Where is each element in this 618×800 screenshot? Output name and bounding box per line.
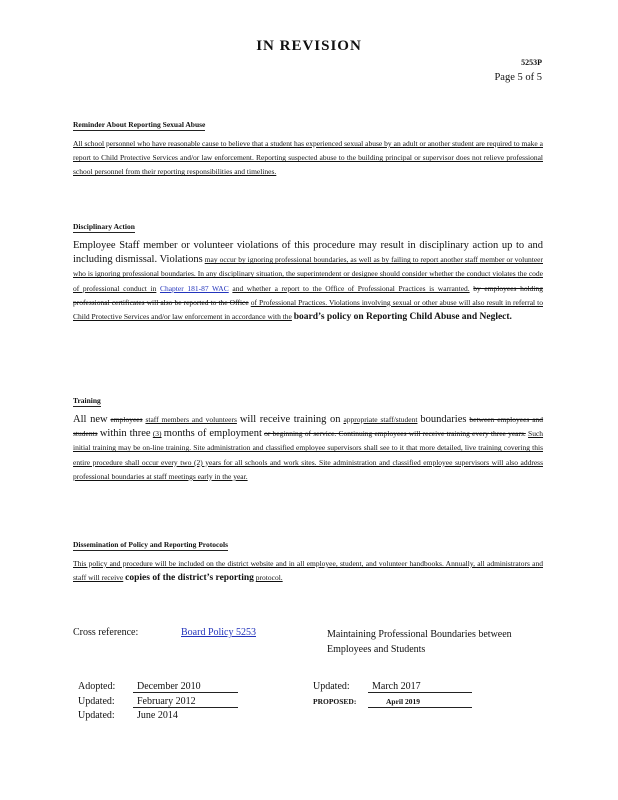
section-heading: Training xyxy=(73,396,101,405)
updated-value-2: June 2014 xyxy=(137,710,178,721)
section-text xyxy=(73,239,543,324)
training-big-1: will receive training on xyxy=(239,414,341,425)
updated-label-1: Updated: xyxy=(78,696,115,707)
updated-value-1: February 2012 xyxy=(137,696,196,707)
dissemination-tail: protocol. xyxy=(255,573,283,583)
board-policy-link[interactable]: Board Policy 5253 xyxy=(181,627,256,638)
updated-value-3: March 2017 xyxy=(372,681,421,692)
training-struck-2: between employees and students xyxy=(73,415,544,439)
section-heading: Dissemination of Policy and Reporting Protocols xyxy=(73,540,229,549)
training-struck-3: or beginning of service. Continuing employees will receive training every three years. xyxy=(264,429,526,439)
section-text xyxy=(73,413,543,484)
adopted-value: December 2010 xyxy=(137,681,201,692)
training-lead: All new xyxy=(73,414,108,425)
section-reminder xyxy=(73,114,543,180)
adopted-label: Adopted: xyxy=(78,681,116,692)
proposed-value: April 2019 xyxy=(386,697,420,706)
dissemination-text: This policy and procedure will be included on the district website and in all employee, student, and volunteer handbooks. Annually, all administrators and staff will receive xyxy=(73,559,543,583)
training-big-4: months of employment xyxy=(163,428,262,440)
page-number: Page 5 of 5 xyxy=(494,72,542,83)
disciplinary-lead: Employee Staff member or volunteer violations of this procedure may result in disciplinary action up to and including dismissal. Violations xyxy=(73,240,543,266)
updated-rule-3 xyxy=(368,692,472,693)
training-struck-1: employees xyxy=(110,415,143,424)
disciplinary-after-link: and whether a report to the Office of Professional Practices is warranted. xyxy=(232,283,470,293)
cross-reference-title: Maintaining Professional Boundaries between Employees and Students xyxy=(327,629,512,655)
section-text xyxy=(73,557,543,585)
policy-code: 5253P xyxy=(521,58,542,67)
disciplinary-tail: of Professional Practices. Violations involving sexual or other abuse will also result in referral to Child Protective Services and/or law enforcement in accordance with the xyxy=(73,297,543,322)
disciplinary-struck: by employees holding professional certificates will also be reported to the Office xyxy=(73,283,544,307)
training-big-2: boundaries xyxy=(420,414,467,425)
training-part-2: appropriate staff/student xyxy=(343,415,418,424)
updated-label-3: Updated: xyxy=(313,681,350,692)
cross-reference-label: Cross reference: xyxy=(73,627,139,638)
section-text: All school personnel who have reasonable cause to believe that a student has experienced sexual abuse by an adult or another student are required to make a report to Child Protective Services and/or law enforcement. Reporting suspected abuse to the building principal or supervisor does not relieve professional school personnel from their reporting responsibilities and timelines. xyxy=(73,139,543,177)
disciplinary-bold-end: board’s policy on Reporting Child Abuse and Neglect. xyxy=(293,312,512,323)
document-title: IN REVISION xyxy=(256,38,362,54)
proposed-label: PROPOSED: xyxy=(313,697,357,706)
adopted-rule xyxy=(133,692,238,693)
wac-link[interactable]: Chapter 181-87 WAC xyxy=(159,283,229,293)
section-disciplinary xyxy=(73,216,543,324)
section-heading: Disciplinary Action xyxy=(73,222,135,231)
training-big-3: within three xyxy=(99,428,151,440)
training-three: (3) xyxy=(152,429,162,439)
updated-rule-1 xyxy=(133,707,238,708)
proposed-rule xyxy=(368,707,472,708)
section-dissemination xyxy=(73,534,543,585)
updated-label-2: Updated: xyxy=(78,710,115,721)
section-training xyxy=(73,390,543,484)
training-body: Such initial training may be on-line training. Site administration and classified employee supervisors shall see to it that more detailed, live training covering this entire procedure shall occur every two (2) years for all schools and work sites. Site administration and classified employee supervisors will also address professional boundaries at staff meetings early in the year. xyxy=(73,429,544,481)
training-part-1: staff members and volunteers xyxy=(145,415,237,424)
section-heading: Reminder About Reporting Sexual Abuse xyxy=(73,120,206,129)
dissemination-bold-end: copies of the district’s reporting xyxy=(125,573,254,584)
disciplinary-body: may occur by ignoring professional boundaries, as well as by failing to report another staff member or volunteer who is ignoring professional boundaries. In any disciplinary situation, the superintendent or designee should consider whether the conduct violates the code of professional conduct in xyxy=(73,255,543,293)
